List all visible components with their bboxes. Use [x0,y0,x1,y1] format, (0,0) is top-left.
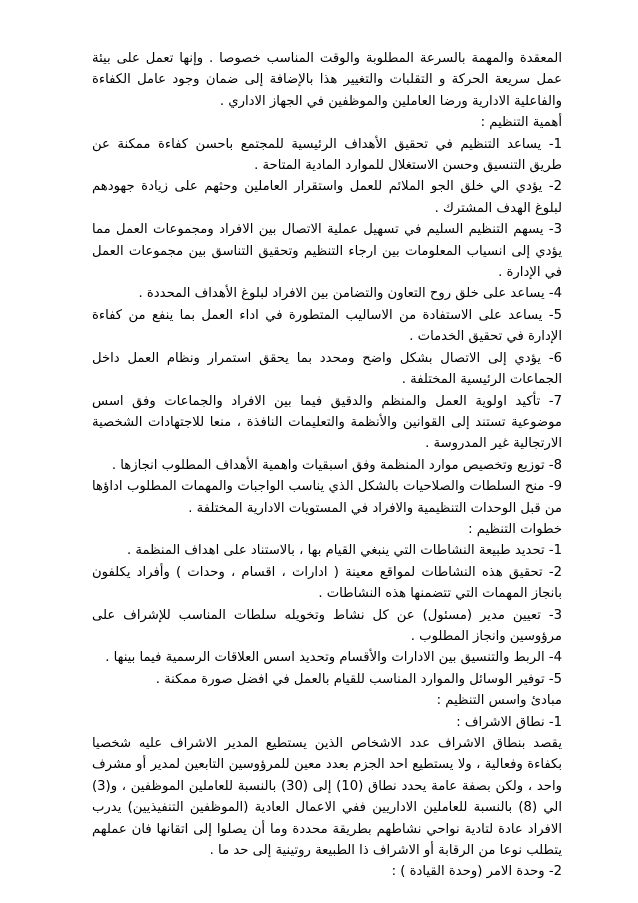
section-heading-importance: أهمية التنظيم : [480,115,562,131]
section-heading-steps: خطوات التنظيم : [468,521,562,537]
list-item: 6- يؤدي إلى الاتصال بشكل واضح ومحدد بما يحقق استمرار ونظام العمل داخل الجماعات الرئيسية المختلفة . [92,350,562,388]
document-page [92,48,562,883]
subsection-heading-unity-of-command: 2- وحدة الامر (وحدة القيادة ) : [391,864,562,880]
list-item: 3- يسهم التنظيم السليم في تسهيل عملية الاتصال بين الافراد ومجموعات العمل مما يؤدي إلى انسياب المعلومات بين ارجاء التنظيم وتحقيق التناسق بين مجموعات العمل في الإدارة . [92,222,562,281]
list-item: 4- الربط والتنسيق بين الادارات والأقسام وتحديد اسس العلاقات الرسمية فيما بينها . [105,650,562,666]
list-item: 9- منح السلطات والصلاحيات بالشكل الذي يناسب الواجبات والمهمات المطلوب اداؤها من قبل الوحدات التنظيمية والافراد في المستويات الادارية المختلفة . [92,479,562,516]
list-item: 5- يساعد على الاستفادة من الاساليب المتطورة في اداء العمل بما ينفع من كفاءة الإدارة في تحقيق الخدمات . [92,307,562,345]
list-item: 3- تعيين مدير (مسئول) عن كل نشاط وتخويله سلطات المناسب للإشراف على مرؤوسين وانجاز المطلوب . [92,607,562,644]
list-item: 7- تأكيد اولوية العمل والمنظم والدقيق فيما بين الافراد والجماعات وفق اسس موضوعية تستند إلى القوانين والأنظمة والتعليمات النافذة ، منعا للاجتهادات الشخصية الارتجالية غير المدروسة . [92,393,562,452]
list-item: 4- يساعد على خلق روح التعاون والتضامن بين الافراد لبلوغ الأهداف المحددة . [138,286,562,302]
list-item: 1- تحديد طبيعة النشاطات التي ينبغي القيام بها ، بالاستناد على اهداف المنظمة . [127,543,562,559]
list-item: 8- توزيع وتخصيص موارد المنظمة وفق اسبقيات واهمية الأهداف المطلوب انجازها . [111,457,562,473]
list-item: 5- توفير الوسائل والموارد المناسب للقيام بالعمل في افضل صورة ممكنة . [155,671,562,687]
list-item: 1- يساعد التنظيم في تحقيق الأهداف الرئيسية للمجتمع باحسن كفاءة ممكنة عن طريق التنسيق وحسن الاستغلال للموارد المادية المتاحة . [92,136,562,174]
intro-paragraph: المعقدة والمهمة بالسرعة المطلوبة والوقت المناسب خصوصا . وإنها تعمل على بيئة عمل سريعة الحركة و التقلبات والتغيير هذا بالإضافة إلى ضمان وجود عامل الكفاءة والفاعلية الادارية ورضا العاملين والموظفين في الجهاز الاداري . [92,51,562,109]
list-item: 2- تحقيق هذه النشاطات لمواقع معينة ( ادارات ، اقسام ، وحدات ) وأفراد يكلفون بانجاز المهمات التي تتضمنها هذه النشاطات . [92,564,562,602]
subsection-heading-span-of-control: 1- نطاق الاشراف : [456,714,562,730]
section-heading-principles: مبادئ واسس التنظيم : [436,693,562,709]
span-of-control-paragraph: يقصد بنطاق الاشراف عدد الاشخاص الذين يستطيع المدير الاشراف عليه شخصيا بكفاءة وفعالية ، ولا يستطيع احد الجزم بعدد معين للمرؤوسين التابعين لمدير أو مشرف واحد ، ولكن بصفة عامة يحدد نطاق (10) إلى (30) بالنسبة للعاملين الموظفين ، و(3) الي (8) بالنسبة للعاملين الاداريين ففي الاعمال العادية (الموظفين التنفيذيين) يدرب الافراد عادة لتادية نواحي نشاطهم بطريقة محددة وما أن يصلوا إلى اتقانها فان عملهم يتطلب نوعا من الرقابة أو الاشراف ذا الطبيعة روتينية إلى حد ما . [92,736,562,859]
list-item: 2- يؤدي الي خلق الجو الملائم للعمل واستقرار العاملين وحثهم على زيادة جهودهم لبلوغ الهدف المشترك . [92,179,562,216]
